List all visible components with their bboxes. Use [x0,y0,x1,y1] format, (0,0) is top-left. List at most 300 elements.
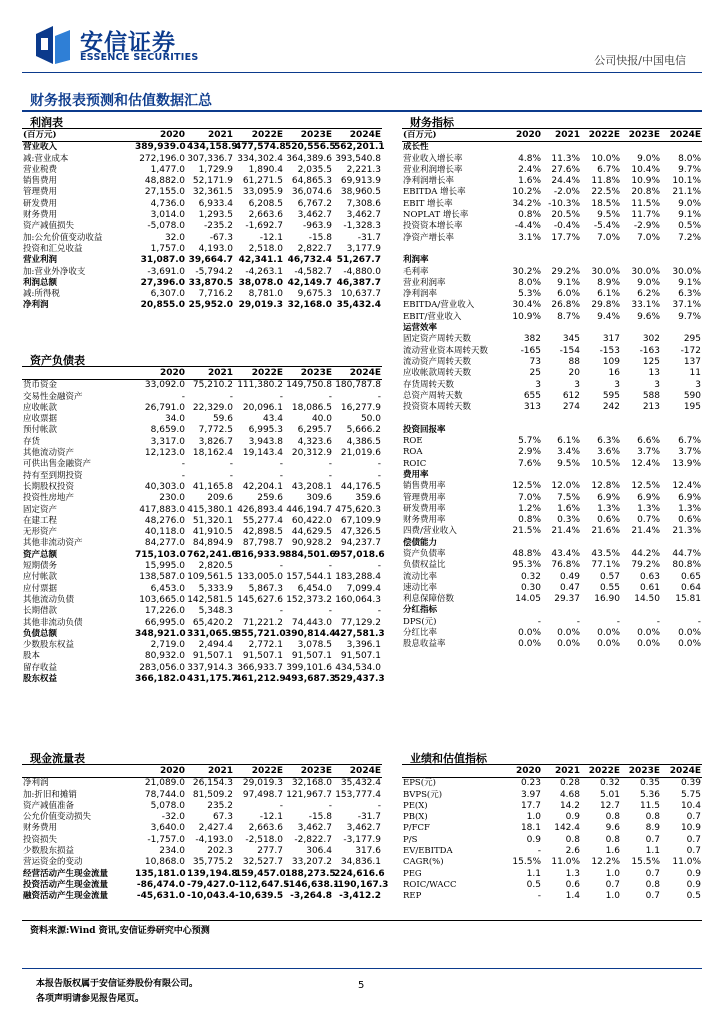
cell-value [661,425,702,436]
cell-value: 71,221.2 [242,617,283,628]
column-header: 2022E [581,766,621,778]
cell-value: 0.63 [639,571,660,582]
row-label: 投资性房地产 [23,493,75,504]
cell-value: 0.7 [686,834,701,845]
row-label: 负债权益比 [403,560,446,571]
cell-value: -31.7 [357,812,381,823]
cell-value: 12.5% [631,481,660,492]
table-row [402,891,702,902]
table-row [22,835,382,846]
table-row [22,561,382,572]
cell-value: 5,867.3 [248,583,283,594]
cell-value: -1,692.7 [245,221,283,232]
cell-value: 6,453.0 [150,583,185,594]
cell-value: 0.0% [597,639,620,650]
cell-value: 43.4 [262,414,283,425]
cell-value: 431,175.7 [187,674,238,685]
title-divider [22,110,702,112]
cell-value: 16.90 [594,594,620,605]
cell-value: 364,389.6 [286,153,332,164]
cell-value: - [229,459,233,470]
cell-value: 331,065.9 [187,628,238,639]
cell-value: 40.0 [311,414,332,425]
cell-value: 8.9% [597,277,620,288]
table-row [402,312,702,323]
cell-value: 389,939.0 [135,142,186,153]
cell-value: 0.30 [520,582,541,593]
table-row [22,527,382,538]
cell-value: 3 [654,379,660,390]
cell-value: 80.8% [672,560,701,571]
column-header: 2021 [186,766,234,778]
cell-value: 4,193.0 [198,243,233,254]
cell-value: - [229,391,233,402]
row-label: 分红指标 [403,605,438,616]
report-type: 公司快报/中国电信 [594,54,686,67]
cell-value: 152,373.2 [286,594,332,605]
cell-value: 0.9 [526,834,541,845]
cell-value: 1.1 [645,846,660,857]
cell-value [542,470,581,481]
table-row [22,459,382,470]
cell-value: 1.6% [557,503,580,514]
table-row [22,651,382,662]
row-label [402,244,502,255]
cell-value: - [537,616,541,627]
cell-value: 12.2% [591,857,620,868]
table-row [402,199,702,210]
cell-value: 9,675.3 [297,289,332,300]
cell-value: -45,631.0 [136,891,185,902]
row-label: 流动资产周转天数 [403,356,472,367]
row-label: 其他流动负债 [23,594,75,605]
cell-value: 3 [535,379,541,390]
cell-value: 0.65 [680,571,701,582]
cell-value: -153 [599,345,620,356]
cell-value: - [181,470,185,481]
header-divider [22,72,702,73]
essence-logo-icon [36,26,70,64]
cell-value: 2,518.0 [248,243,283,254]
cell-value [581,538,621,549]
cell-value: 5,078.0 [150,800,185,811]
cell-value: 6,995.3 [248,425,283,436]
table-row [22,154,382,165]
cell-value: -165 [520,345,541,356]
table-row [402,526,702,537]
row-label: EV/EBITDA [403,846,453,857]
page-title: 财务报表预测和估值数据汇总 [30,93,212,109]
cell-value: -3,412.2 [339,891,381,902]
cell-value: 42,341.1 [238,255,283,266]
cell-value: 32.0 [164,232,185,243]
row-label: 分红比率 [403,628,438,639]
row-label: DPS(元) [403,616,437,627]
cell-value: 6.1% [557,436,580,447]
table-row [402,790,702,801]
table-row [402,346,702,357]
cell-value: 9.5% [597,210,620,221]
cell-value: 3.1% [518,232,541,243]
cell-value: 15.5% [631,857,660,868]
row-label: 短期债务 [23,561,58,572]
cell-value: 29,019.3 [242,778,283,789]
cell-value: 0.8 [605,834,620,845]
cell-value: 138,587.0 [139,572,185,583]
cell-value: 97,498.7 [242,789,283,800]
cell-value [502,413,542,424]
cell-value: 816,933.9 [235,549,286,560]
cell-value: 2,663.6 [248,210,283,221]
cell-value: 111,380.2 [237,380,283,391]
cell-value: 393,540.8 [335,153,381,164]
cell-value: 6.9% [597,492,620,503]
cell-value: 0.55 [599,582,620,593]
cell-value: 520,556.5 [285,142,336,153]
cell-value: 44,176.5 [340,481,381,492]
unit-label [22,368,134,380]
cell-value: 2,427.4 [198,823,233,834]
cell-value [621,142,661,154]
table-row [402,233,702,244]
row-label: 投资和汇兑收益 [23,243,83,254]
cashflow-section-rule [22,764,382,765]
cell-value: - [616,616,620,627]
cell-value: 16 [608,368,620,379]
cell-value: 29.37 [554,594,580,605]
cell-value: 10,868.0 [144,857,185,868]
cell-value: 461,212.9 [235,674,286,685]
row-label: 投资回报率 [403,424,446,435]
cell-value: 13 [648,368,660,379]
row-label: 营运资金的变动 [23,857,83,868]
valuation-section-title: 业绩和估值指标 [410,752,487,765]
cell-value: 2,822.7 [297,243,332,254]
cell-value: 0.5% [678,221,701,232]
cell-value: 14.50 [634,594,660,605]
cell-value: 6.9% [678,492,701,503]
cell-value: 1,890.4 [248,164,283,175]
row-label: 毛利率 [403,266,429,277]
cell-value: 81,509.2 [192,789,233,800]
cash-flow-table [22,766,389,903]
cell-value [542,323,581,334]
table-row [22,244,382,255]
cell-value: 8.9 [645,823,660,834]
cell-value: - [537,846,541,857]
cell-value: 0.47 [559,582,580,593]
row-label: 固定资产周转天数 [403,334,472,345]
cell-value: 30.0% [631,266,660,277]
cell-value: 6.7% [678,436,701,447]
table-row [22,857,382,868]
cell-value: 4,386.5 [346,436,381,447]
cell-value: 33,092.0 [144,380,185,391]
footer-copyright: 本报告版权属于安信证券股份有限公司。 [36,979,199,989]
cell-value: -2,822.7 [294,834,332,845]
cell-value: 1.6 [605,846,620,857]
cell-value: -10,043.4 [187,891,236,902]
row-label: 可供出售金融资产 [23,459,92,470]
cell-value: 446,194.7 [286,504,332,515]
cell-value: 78,744.0 [144,789,185,800]
cell-value: 0.9 [686,879,701,890]
cell-value: 6.3% [678,289,701,300]
cell-value: 11.0% [672,857,701,868]
cell-value: 0.7 [686,812,701,823]
cell-value: 224,616.6 [334,868,385,879]
column-header: 2022E [234,766,284,778]
cell-value: 6,767.2 [297,198,332,209]
cell-value: - [328,391,332,402]
row-label: 费用率 [403,469,429,480]
cell-value: 149,750.8 [286,380,332,391]
table-row [402,323,702,334]
table-row [402,823,702,834]
cell-value: 8,781.0 [248,289,283,300]
cell-value: 160,064.3 [335,594,381,605]
table-row [22,425,382,436]
cell-value: 10.1% [672,176,701,187]
cell-value: 12.0% [551,481,580,492]
cell-value: - [377,561,381,572]
row-label: 长期股权投资 [23,481,75,492]
row-label: 应付帐款 [23,572,58,583]
cell-value: 20.8% [631,187,660,198]
cell-value: 5.3% [518,289,541,300]
cell-value: 12.4% [672,481,701,492]
row-label: 营业收入增长率 [403,153,463,164]
column-header: 2022E [581,130,621,142]
table-row [402,357,702,368]
cell-value: 6,933.4 [198,198,233,209]
cell-value: -4,880.0 [343,266,381,277]
header-row [22,368,382,380]
column-header: 2023E [284,368,333,380]
cell-value: 10.5% [591,458,620,469]
cell-value: 121,967.7 [286,789,332,800]
row-label: 净利润 [23,300,49,311]
cell-value: 590 [683,390,701,401]
cell-value: 21.5% [512,526,541,537]
cell-value: 1.3% [597,503,620,514]
balance-rows [22,368,385,685]
cell-value [502,425,542,436]
row-label: 资产负债率 [403,548,446,559]
cell-value: 76.8% [551,560,580,571]
cell-value: 11 [689,368,701,379]
cell-value [621,605,661,616]
cell-value: 382 [523,334,541,345]
row-label: 净利润率 [403,289,438,300]
cell-value: 477,574.8 [235,142,286,153]
row-label: 流动比率 [403,571,438,582]
cell-value: 1.0 [605,868,620,879]
cell-value: 9.0% [678,198,701,209]
table-row [22,493,382,504]
cell-value: 48.8% [512,548,541,559]
cell-value: 12.4% [631,458,660,469]
cell-value: 91,507.1 [291,651,332,662]
cell-value: 48,276.0 [144,515,185,526]
table-row [22,221,382,232]
cell-value: 7,716.2 [198,289,233,300]
table-row [402,221,702,232]
cell-value: -12.1 [259,232,283,243]
row-label: 固定资产 [23,504,58,515]
cell-value: 3,462.7 [297,823,332,834]
cell-value: - [328,606,332,617]
cell-value: 9.6 [605,823,620,834]
cell-value: 595 [602,390,620,401]
cell-value: 9.5% [557,458,580,469]
cell-value: 10.9% [631,176,660,187]
row-label: 成长性 [403,142,429,153]
cell-value [621,244,661,255]
cell-value: 242 [602,402,620,413]
cell-value: 9.1% [557,277,580,288]
table-row [22,663,382,674]
row-label: 长期借款 [23,606,58,617]
cell-value: 91,507.1 [340,651,381,662]
table-row [22,505,382,516]
cell-value: 3 [695,379,701,390]
cell-value: 355,721.0 [235,628,286,639]
cell-value: 0.35 [639,778,660,789]
cell-value: 0.32 [520,571,541,582]
table-row [22,801,382,812]
table-row [22,618,382,629]
cell-value: 12.5% [512,481,541,492]
cell-value: 15.81 [675,594,701,605]
cell-value [502,244,542,255]
cell-value: 41,165.8 [192,481,233,492]
row-label: REP [403,891,422,902]
cell-value: 2.9% [518,447,541,458]
cell-value: 0.7 [605,879,620,890]
data-source-note: 资料来源:Wind 资讯,安信证券研究中心预测 [30,926,210,936]
row-label: 净利润增长率 [403,176,455,187]
cell-value: 35,775.2 [192,857,233,868]
table-row [22,584,382,595]
cell-value: 7,772.5 [198,425,233,436]
cell-value: 11.3% [551,153,580,164]
row-label: PE(X) [403,800,428,811]
cell-value: 39,664.7 [188,255,233,266]
cell-value: 74,443.0 [291,617,332,628]
cell-value: 359.6 [355,493,381,504]
cell-value: 2.6 [565,846,580,857]
row-label: 加:折旧和摊销 [23,789,77,800]
row-label: EBIT/营业收入 [403,311,462,322]
cell-value: 10.4 [680,800,701,811]
cashflow-section-title: 现金流量表 [30,752,85,765]
cell-value: 4.8% [518,153,541,164]
cell-value: -190,167.3 [334,879,389,890]
table-row [402,289,702,300]
cell-value: 390,814.4 [285,628,336,639]
cell-value: 14.2 [559,800,580,811]
cell-value: 18.1 [520,823,541,834]
cell-value: 434,534.0 [335,662,381,673]
cell-value: - [576,616,580,627]
row-label: P/S [403,834,418,845]
cell-value [661,413,702,424]
cell-value: 80,932.0 [144,651,185,662]
cell-value: 20,096.1 [242,402,283,413]
row-label: PEG [403,868,422,879]
cell-value: 51,267.7 [336,255,381,266]
cell-value: 65,420.2 [192,617,233,628]
cell-value: 20,855.0 [140,300,185,311]
cell-value: 195 [683,402,701,413]
table-row [402,572,702,583]
table-row [22,674,382,685]
cell-value: 0.0% [557,639,580,650]
cell-value: 3,014.0 [150,210,185,221]
cell-value: 180,787.8 [335,380,381,391]
cell-value: 0.8% [518,515,541,526]
table-row [22,300,382,311]
cell-value: 274 [562,402,580,413]
row-label: CAGR(%) [403,857,444,868]
cell-value: 417,883.0 [139,504,185,515]
cell-value: 2,494.4 [198,640,233,651]
cell-value: -0.4% [553,221,580,232]
cell-value: 94,237.7 [340,538,381,549]
cell-value: -112,647.5 [235,879,290,890]
cell-value: -2.0% [553,187,580,198]
column-header: 2020 [134,368,186,380]
cell-value: 234.0 [159,846,185,857]
cell-value: 4,323.6 [297,436,332,447]
cell-value: 91,507.1 [242,651,283,662]
cell-value: 0.0% [637,628,660,639]
cell-value: 44.7% [672,548,701,559]
cell-value: 272,196.0 [139,153,185,164]
cell-value: 1.2% [518,503,541,514]
table-row [402,880,702,891]
cell-value: 21.6% [591,526,620,537]
cell-value: 33,207.2 [291,857,332,868]
cell-value [621,425,661,436]
cell-value: 3.4% [557,447,580,458]
cell-value: 715,103.0 [135,549,186,560]
cell-value: 9.6% [637,311,660,322]
cell-value: 6.9% [637,492,660,503]
cell-value: 73 [529,356,541,367]
cell-value: 9.0% [637,153,660,164]
table-row [22,471,382,482]
table-row [22,380,382,392]
table-row [22,176,382,187]
cell-value: 366,182.0 [135,674,186,685]
cell-value [661,255,702,266]
cell-value: 59.6 [212,414,233,425]
cell-value: - [377,800,381,811]
cell-value: 75,210.2 [192,380,233,391]
cell-value: - [377,470,381,481]
row-label: 财务费用 [23,210,58,221]
cell-value: 10,637.7 [340,289,381,300]
table-row [402,628,702,639]
row-label: EBITDA/营业收入 [403,300,475,311]
cell-value: 109,561.5 [187,572,233,583]
income-section-title: 利润表 [30,116,63,129]
cell-value: 0.0% [678,628,701,639]
cell-value: 29.2% [551,266,580,277]
cell-value: 40,118.0 [144,527,185,538]
